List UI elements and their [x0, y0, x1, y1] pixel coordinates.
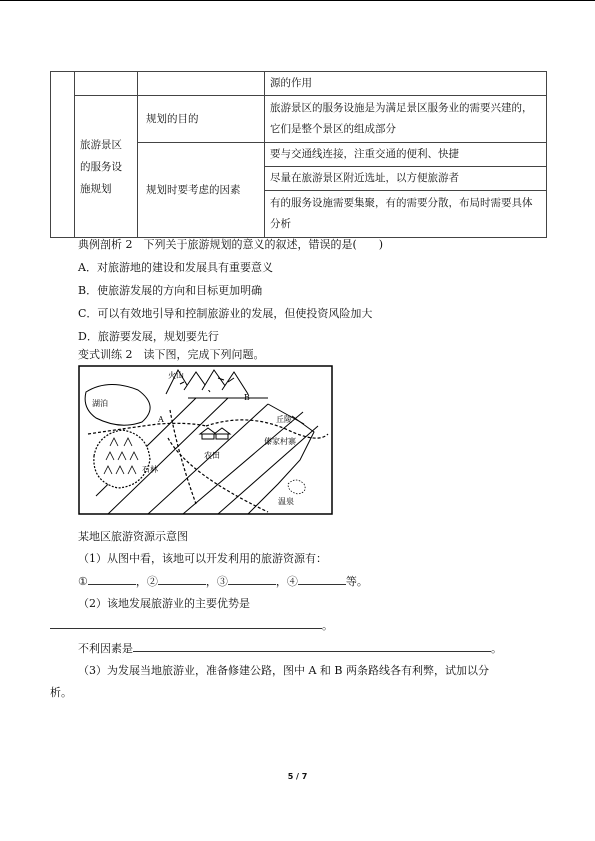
- table-cell: [138, 72, 265, 96]
- page-number: 5 / 7: [287, 772, 308, 781]
- table-cell-factor-3: 有的服务设施需要集聚，有的需要分散，布局时需要具体分析: [265, 191, 547, 238]
- answer-label-3: ，③: [205, 575, 228, 588]
- answer-suffix: 等。: [345, 575, 368, 588]
- tourism-resource-map: [78, 364, 334, 516]
- planning-table: [50, 71, 547, 238]
- table-cell-factor-2: 尽量在旅游景区附近选址，以方便旅游者: [265, 167, 547, 191]
- table-cell-left-margin: [51, 72, 75, 238]
- option-a: A．对旅游地的建设和发展具有重要意义: [78, 261, 273, 274]
- question-2: （2）该地发展旅游业的主要优势是: [78, 597, 250, 610]
- table-cell-category: 旅游景区的服务设施规划: [75, 96, 138, 238]
- option-c: C．可以有效地引导和控制旅游业的发展，但使投资风险加大: [78, 307, 373, 320]
- table-row: [51, 72, 547, 96]
- answer-blank-1[interactable]: [88, 572, 136, 585]
- table-cell-factor-1: 要与交通线连接，注重交通的便利、快捷: [265, 143, 547, 167]
- question-3-line-2: 析。: [50, 686, 72, 699]
- map-label-hot-spring: 温泉: [278, 497, 294, 506]
- answer-label-2: ，②: [135, 575, 158, 588]
- table-cell-purpose-text: 旅游景区的服务设施是为满足景区服务业的需要兴建的，它们是整个景区的组成部分: [265, 96, 547, 143]
- map-label-route-a: A: [158, 415, 164, 424]
- unfavorable-blank[interactable]: [133, 639, 491, 652]
- map-label-volcano: 火山: [168, 371, 184, 380]
- question-3-line-1: （3）为发展当地旅游业，准备修建公路，图中 A 和 B 两条路线各有利弊，试加以分: [78, 664, 490, 677]
- map-label-farmland: 农田: [204, 451, 220, 460]
- period: 。: [491, 642, 502, 655]
- option-d: D．旅游要发展，规划要先行: [78, 330, 219, 343]
- table-cell-factors-label: 规划时要考虑的因素: [138, 143, 265, 238]
- answer-blank-2[interactable]: [158, 572, 206, 585]
- map-label-route-b: B: [244, 393, 250, 402]
- table-cell-continued-text: 源的作用: [265, 72, 547, 96]
- page-top-rule: [0, 0, 595, 1]
- question-2-answer-line: [50, 616, 333, 633]
- period: 。: [322, 619, 333, 632]
- map-label-hills: 丘陵: [276, 415, 292, 424]
- unfavorable-line: [78, 639, 502, 656]
- unfavorable-label: 不利因素是: [78, 642, 133, 655]
- table-cell: [75, 72, 138, 96]
- map-label-stone-forest: 石林: [142, 465, 158, 474]
- answer-label-1: ①: [78, 575, 88, 588]
- map-label-lake: 湖泊: [92, 399, 108, 408]
- exercise-heading: 变式训练 2 读下图，完成下列问题。: [78, 348, 265, 361]
- option-b: B．使旅游发展的方向和目标更加明确: [78, 284, 263, 297]
- example-heading: 典例剖析 2 下列关于旅游规划的意义的叙述，错误的是( ): [78, 238, 384, 251]
- map-label-dai-village: 傣家村寨: [264, 437, 296, 446]
- answer-blank-3[interactable]: [228, 572, 276, 585]
- question-1: （1）从图中看，该地可以开发利用的旅游资源有：: [78, 552, 327, 565]
- map-caption: 某地区旅游资源示意图: [78, 530, 188, 543]
- table-cell-purpose-label: 规划的目的: [138, 96, 265, 143]
- answer-label-4: ，④: [275, 575, 298, 588]
- question-1-answer-line: [78, 572, 368, 589]
- answer-blank-4[interactable]: [298, 572, 346, 585]
- advantage-blank[interactable]: [50, 616, 322, 629]
